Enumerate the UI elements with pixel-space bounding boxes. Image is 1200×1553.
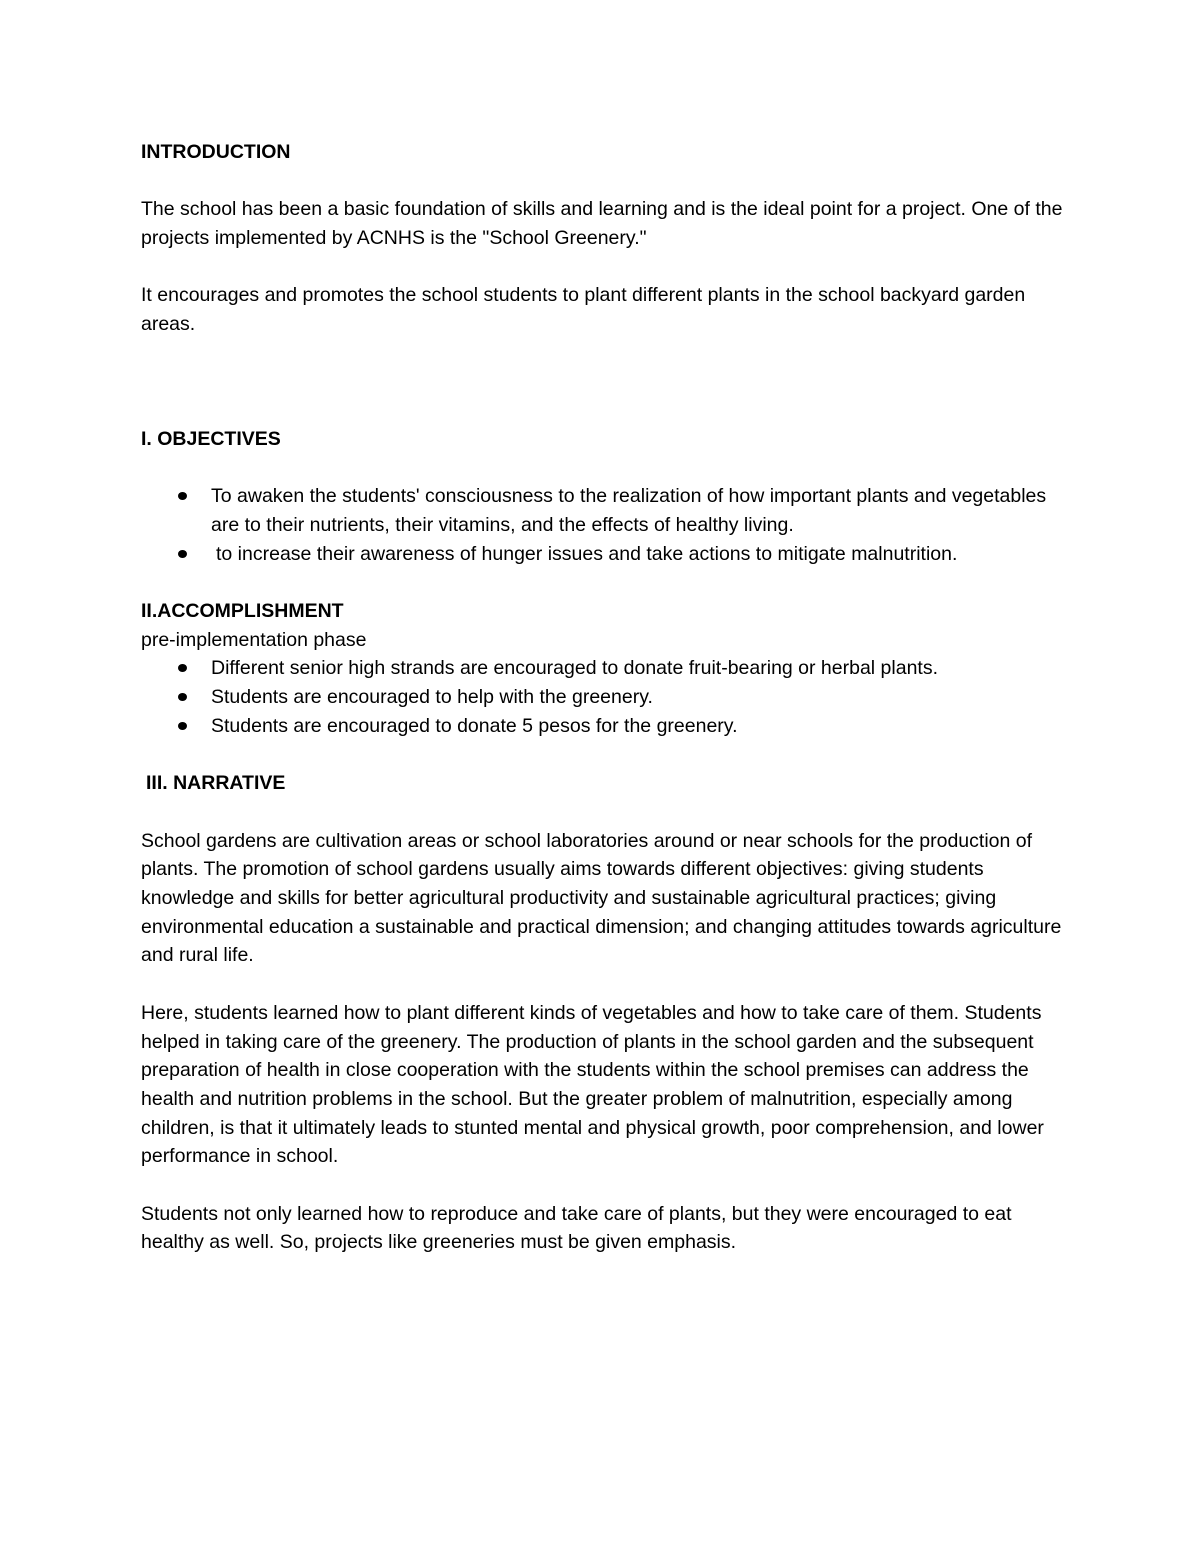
introduction-paragraph-1: The school has been a basic foundation of skills and learning and is the ideal point for a project. One of the projects implemented by ACNHS is the "School Greenery.": [141, 198, 1063, 250]
bullet-icon: [178, 550, 187, 558]
objective-text: To awaken the students' consciousness to the realization of how important plants and vegetables are to their nutrients, their vitamins, and the effects of healthy living.: [211, 485, 1047, 536]
accomplishment-phase: pre-implementation phase: [141, 628, 367, 651]
list-item: [141, 712, 1071, 741]
introduction-heading: INTRODUCTION: [141, 141, 291, 163]
document-page: [141, 138, 1071, 1257]
objective-text: to increase their awareness of hunger issues and take actions to mitigate malnutrition.: [216, 542, 958, 565]
list-item: [141, 540, 1071, 569]
objectives-list: [141, 482, 1071, 568]
accomplishment-text: Different senior high strands are encouraged to donate fruit-bearing or herbal plants.: [211, 657, 939, 680]
narrative-paragraph-3: Students not only learned how to reproduce and take care of plants, but they were encouraged to eat healthy as well. So, projects like greeneries must be given emphasis.: [141, 1202, 1012, 1254]
narrative-heading: III. NARRATIVE: [146, 772, 286, 795]
bullet-icon: [178, 722, 187, 730]
objectives-heading: I. OBJECTIVES: [141, 427, 281, 450]
list-item: [141, 654, 1071, 683]
narrative-paragraph-1: School gardens are cultivation areas or school laboratories around or near schools for the production of plants. The promotion of school gardens usually aims towards different objectives: giving students knowledge and skills for better agricultural productivity and sustainable agricultural practices; giving environmental education a sustainable and practical dimension; and changing attitudes towards agriculture and rural life.: [141, 829, 1062, 967]
accomplishment-list: [141, 654, 1071, 740]
list-item: [141, 482, 1071, 539]
accomplishment-text: Students are encouraged to help with the greenery.: [211, 686, 653, 709]
bullet-icon: [178, 492, 187, 500]
bullet-icon: [178, 693, 187, 701]
accomplishment-heading: II.ACCOMPLISHMENT: [141, 600, 344, 623]
narrative-paragraph-2: Here, students learned how to plant different kinds of vegetables and how to take care of them. Students helped in taking care of the greenery. The production of plants in the school garden and the subsequent preparation of health in close cooperation with the students within the school premises can address the health and nutrition problems in the school. But the greater problem of malnutrition, especially among children, is that it ultimately leads to stunted mental and physical growth, poor comprehension, and lower performance in school.: [141, 1001, 1044, 1168]
bullet-icon: [178, 664, 187, 672]
introduction-paragraph-2: It encourages and promotes the school students to plant different plants in the school backyard garden areas.: [141, 284, 1026, 336]
list-item: [141, 683, 1071, 712]
accomplishment-text: Students are encouraged to donate 5 pesos for the greenery.: [211, 714, 738, 737]
